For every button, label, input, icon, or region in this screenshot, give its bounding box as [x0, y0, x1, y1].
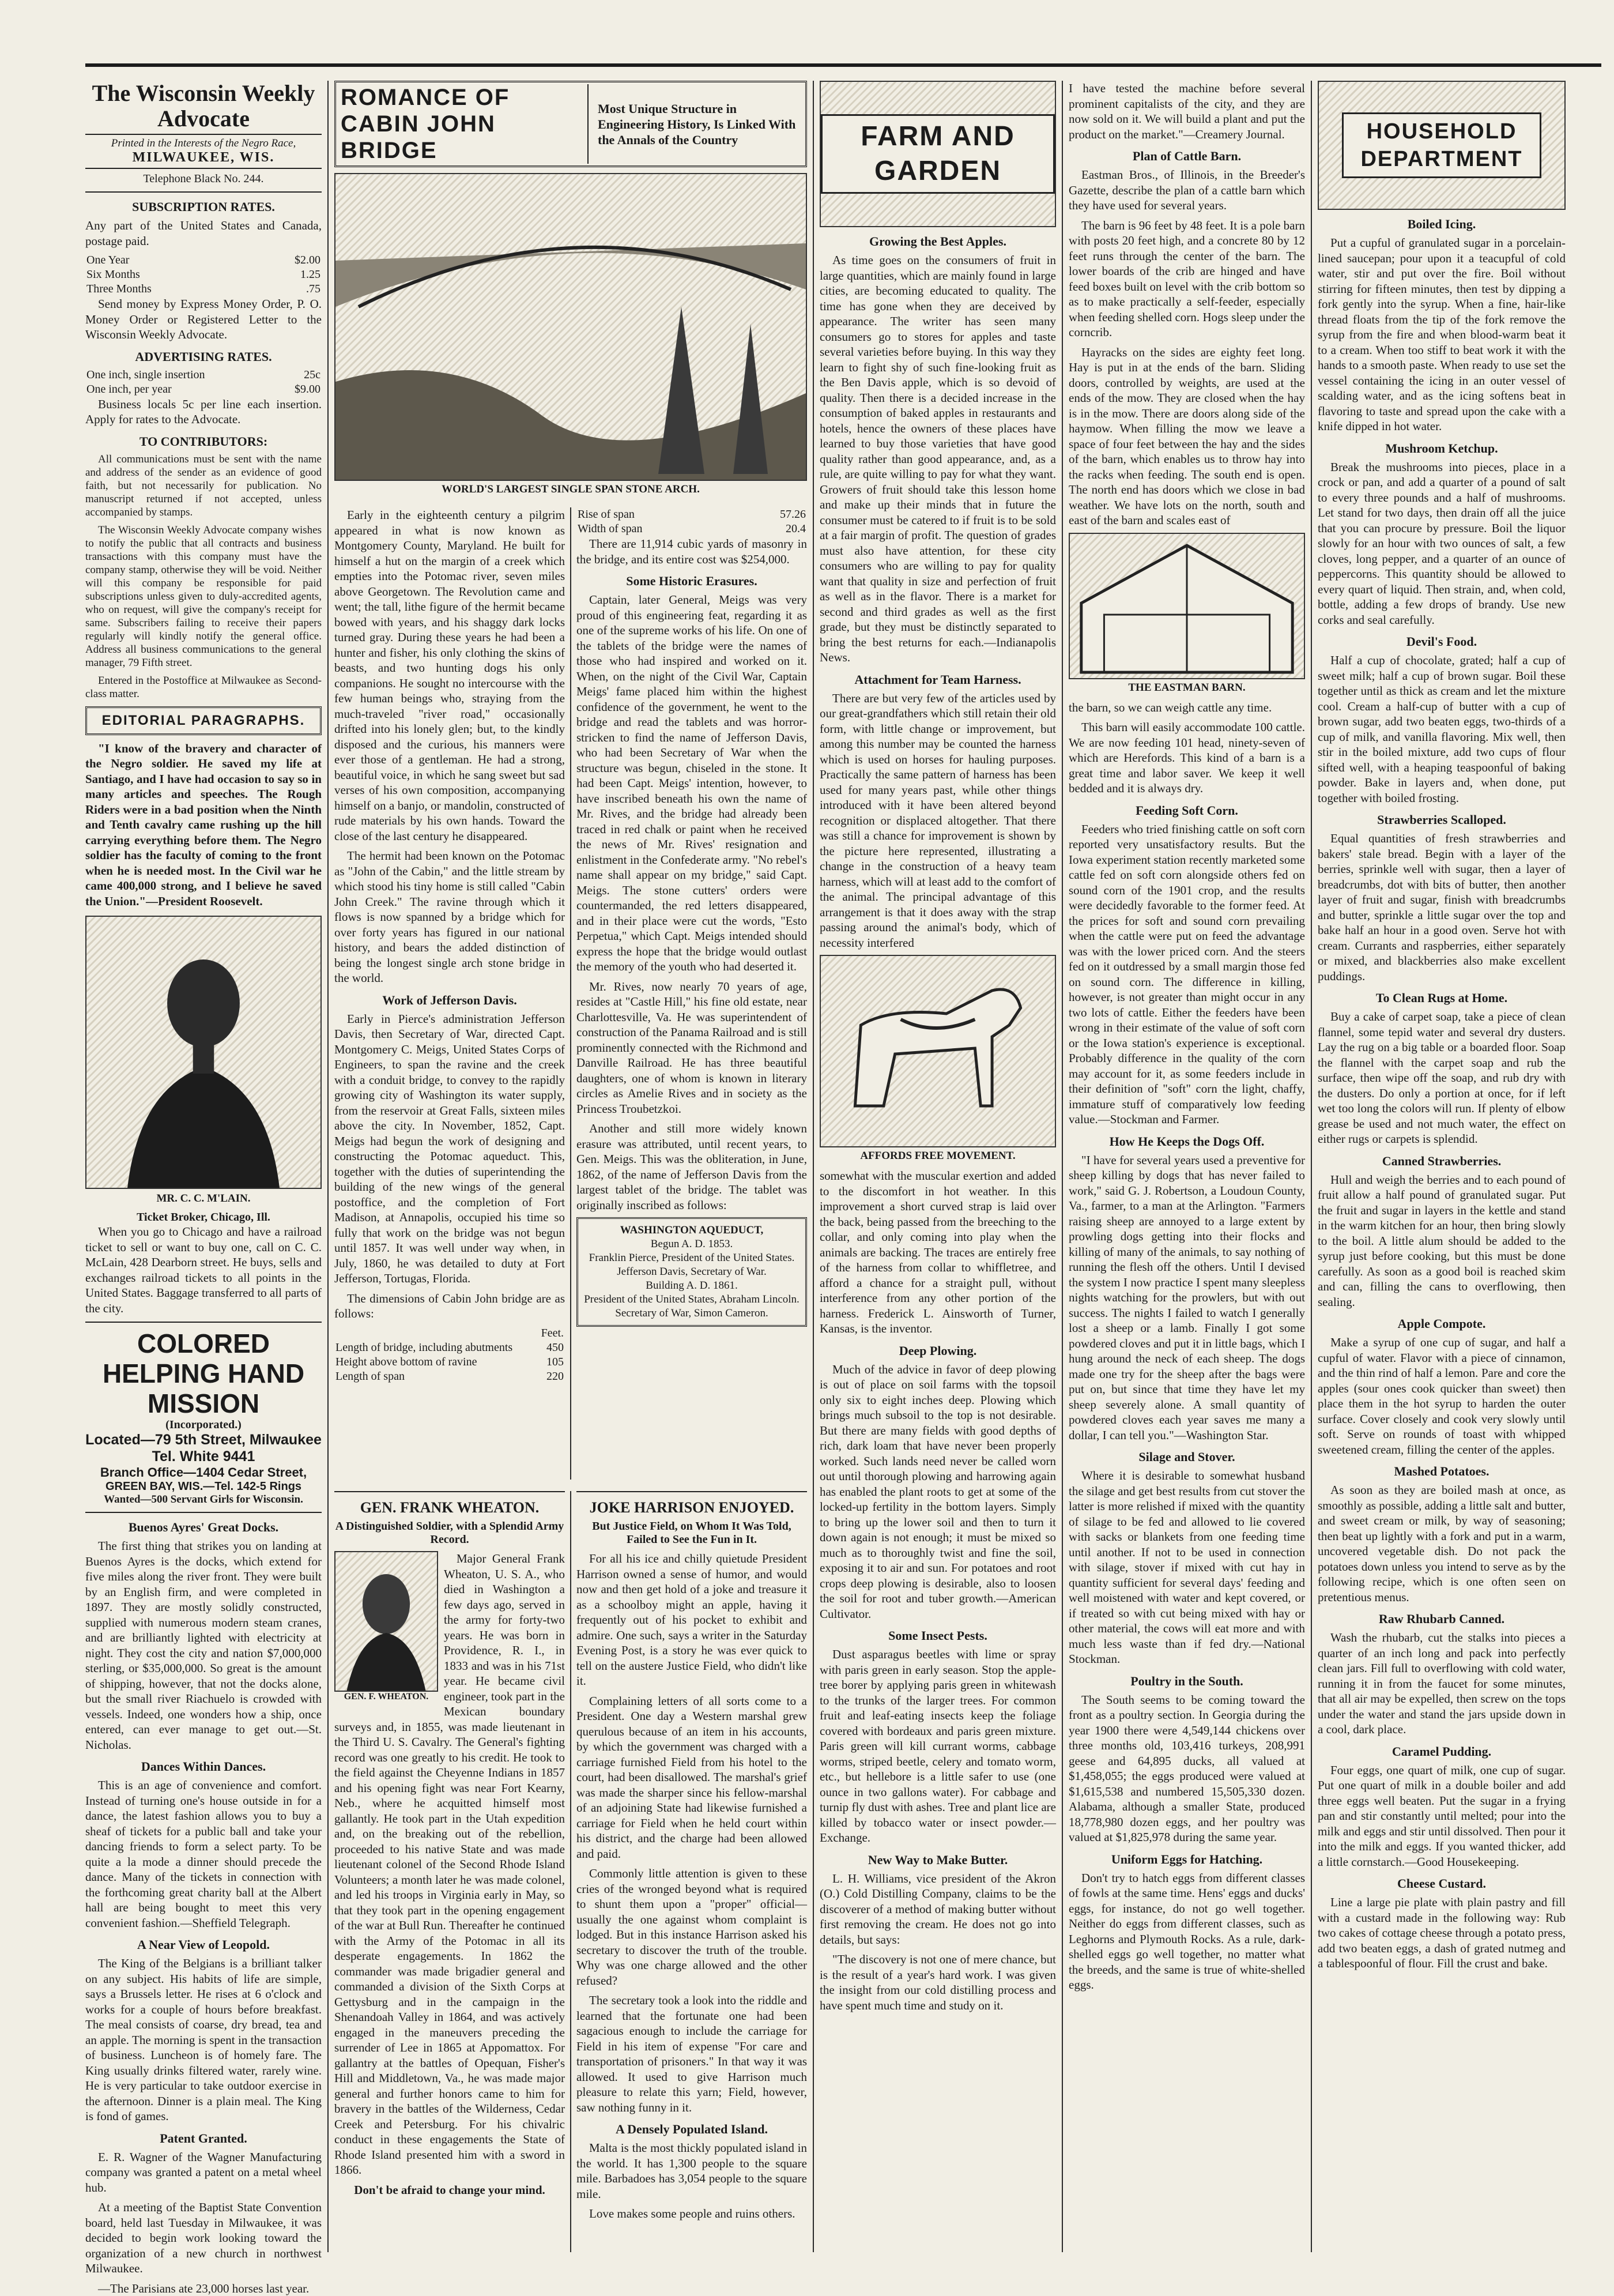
mission-telephone: Tel. White 9441 — [85, 1448, 322, 1465]
recipe-body: Line a large pie plate with plain pastry and fill with a custard made in the following way: Rub two cakes of cottage cheese through a potato press, add two beaten eggs, a dash of grated nutmeg and a tablespoonful of flour. Fill the crust and bake. — [1318, 1895, 1566, 1971]
dimension-label: Length of bridge, including abutments — [334, 1341, 537, 1355]
dimension-value: 20.4 — [739, 522, 807, 536]
divider — [576, 1491, 807, 1492]
cabin-header — [334, 81, 807, 167]
portrait-figure-icon — [86, 917, 320, 1188]
tablet-line: Franklin Pierce, President of the United States. — [583, 1251, 801, 1265]
column-rule — [570, 1491, 571, 2252]
tablet-line: Building A. D. 1861. — [583, 1279, 801, 1293]
col5-p8: Where it is desirable to somewhat husband the silage and get best results from cut stover the latter is more relished if mixed with the quantity of silage to be fed and allowed to lie covered with sacks or blankets from one feeding time until another. If not to be used in connection with silage, stover if mixed with cut hay in quantity sufficient for several days' feeding and well moistened with water and kept covered, or if treated so with cut being mixed with hay or other material, the cows will eat more and with much less waste than if fed dry.—National Stockman. — [1069, 1468, 1305, 1667]
recipe-body: Wash the rhubarb, cut the stalks into pieces a quarter of an inch long and pack into perfectly clean jars. Fill full to overflowing with cold water, running it in from the faucet for some minutes, that all air may be expelled, then screw on the tops under the water and stand the jars upside down in a cool, dark place. — [1318, 1630, 1566, 1737]
rate-label: One inch, per year — [85, 382, 277, 397]
harrison-article — [576, 1491, 807, 2252]
col5-p9: The South seems to be coming toward the front as a poultry section. In Georgia during the year 1900 there were 4,549,144 chickens over three months old, 103,416 turkeys, 208,991 geese and 64,895 ducks, all valued at $1,458,055; the eggs produced were valued at $1,615,538 and numbered 15,505,330 dozen. Alabama, although a smaller State, produced 18,778,980 dozen eggs, and her poultry was valued at $1,825,978 during the same year. — [1069, 1692, 1305, 1845]
col1-stories — [85, 1520, 322, 2296]
col5-p10: Don't try to hatch eggs from different classes of fowls at the same time. Hens' eggs and ducks' eggs, for instance, do not go well together. Neither do eggs from different classes, such as Leghorns and Plymouth Rocks. As a rule, dark-shelled eggs go well together, no matter what the breeds, and the same is true of white-shelled eggs. — [1069, 1870, 1305, 1993]
cabin-p7: Mr. Rives, now nearly 70 years of age, resides at "Castle Hill," his fine old estate, near Charlottesville, Va. He was superintendent of construction of the Panama Railroad and is still prominently connected with the Richmond and Danville Railroad. He has three beautiful daughters, one of whom is known in literary circles as Amelie Rives and in society as the Princess Troubetzkoi. — [576, 979, 807, 1117]
col5-subhead: How He Keeps the Dogs Off. — [1069, 1134, 1305, 1149]
barn-caption: THE EASTMAN BARN. — [1069, 682, 1305, 694]
story-heading: Dances Within Dances. — [85, 1759, 322, 1774]
household-items — [1318, 217, 1566, 1971]
contributors-body: All communications must be sent with the name and address of the sender as an evidence of good faith, but not necessarily for publication. No manuscript returned if not accepted, unless accompanied by stamps. — [85, 453, 322, 519]
harrison-p3: Commonly little attention is given to these cries of the wronged beyond what is required to shunt them upon a "proper" official—usually the one against whom complaint is lodged. But in this instance Harrison asked his secretary to discover the truth of the trouble. Why was one charge allowed and the other refused? — [576, 1866, 807, 1988]
mission-title: COLORED HELPING HAND MISSION — [85, 1328, 322, 1418]
recipe-body: Four eggs, one quart of milk, one cup of sugar. Put one quart of milk in a double boiler and add three eggs well beaten. Put the sugar in a frying pan and stir constantly until melted; pour into the milk and eggs and stir until dissolved. Then pour it into the milk and eggs. If you wanted thicker, add a little cornstarch.—Good Housekeeping. — [1318, 1763, 1566, 1870]
cabin-p4: The dimensions of Cabin John bridge are as follows: — [334, 1291, 565, 1322]
col5-p6: Feeders who tried finishing cattle on soft corn reported very unsatisfactory results. But the Iowa experiment station recently marketed some cattle fed on soft corn alongside others fed on sound corn of the 1901 crop, and the results were decidedly favorable to the former feed. At the prices for soft and sound corn prevailing when the cattle were put on feed the advantage was with the lower priced corn. And the steers fed on it outdressed by a small margin those fed on sound corn. The difference in killing, however, is not greater than might occur in any two lots of cattle. Either the feeders have been wrong in their estimate of the value of soft corn or the Iowa station's experience is exceptional. Probably difference in the quality of the corn may account for it, as some feeders include in their definition of "soft" corn the light, chaffy, immature stuff of comparatively low feeding value.—Stockman and Farmer. — [1069, 822, 1305, 1127]
harrison-title: JOKE HARRISON ENJOYED. — [576, 1499, 807, 1516]
column-rule — [327, 81, 329, 2252]
farm-subhead: Deep Plowing. — [820, 1343, 1056, 1358]
horse-harness-icon — [821, 956, 1055, 1146]
harrison-p2: Complaining letters of all sorts come to a President. One day a Western marshal grew querulous because of an item in his accounts, by which the government was charged with a carriage furnished Field from his hotel to the court, had been disallowed. The marshal's grief was made the sharper since his fellow-marshal of an adjoining State had likewise furnished a carriage for Field when he held court within his district, and the charge had been allowed and paid. — [576, 1693, 807, 1862]
recipe-heading: Mashed Potatoes. — [1318, 1464, 1566, 1479]
rate-label: One Year — [85, 253, 252, 268]
subscription-note: Send money by Express Money Order, P. O. Money Order or Registered Letter to the Wisconsin Weekly Advocate. — [85, 296, 322, 342]
recipe-heading: Raw Rhubarb Canned. — [1318, 1612, 1566, 1627]
table-row — [334, 1326, 565, 1341]
mission-branch-2: GREEN BAY, WIS.—Tel. 142-5 Rings — [85, 1480, 322, 1493]
mclain-subcaption: Ticket Broker, Chicago, Ill. — [85, 1211, 322, 1224]
dimension-value: 220 — [537, 1369, 565, 1384]
recipe-heading: Boiled Icing. — [1318, 217, 1566, 232]
wheaton-end: Don't be afraid to change your mind. — [334, 2182, 565, 2198]
story-body: E. R. Wagner of the Wagner Manufacturing company was granted a patent on a metal wheel hub. — [85, 2150, 322, 2196]
newspaper-page — [85, 63, 1601, 2252]
dimension-value: 450 — [537, 1341, 565, 1355]
mclain-caption: MR. C. C. M'LAIN. — [85, 1192, 322, 1205]
masthead-telephone: Telephone Black No. 244. — [85, 172, 322, 186]
harness-illustration — [820, 955, 1056, 1147]
farm-garden-title: FARM AND GARDEN — [821, 114, 1055, 194]
harness-caption: AFFORDS FREE MOVEMENT. — [820, 1150, 1056, 1162]
table-row — [85, 282, 322, 296]
tablet-line: WASHINGTON AQUEDUCT, — [583, 1224, 801, 1237]
table-row — [85, 368, 322, 382]
recipe-body: Half a cup of chocolate, grated; half a cup of sweet milk; half a cup of brown sugar. Boil these together until as thick as cream and let the mixture cool. Cream a half-cup of butter with a cup of brown sugar, add two beaten eggs, two-thirds of a cup of milk, and vanilla flavoring. Mix well, then stir in the boiled mixture, add two cups of flour sifted well, with a heaping teaspoonful of baking powder. Bake in layers and, when done, put together with boiled frosting. — [1318, 653, 1566, 806]
col5-p7: "I have for several years used a preventive for sheep killing by dogs that has never failed to work," said G. J. Robertson, a Loudoun County, Va., farmer, to a man at the Arlington. "Farmers raising sheep are annoyed to a large extent by prowling dogs getting into their flocks and killing of many of the animals, to say nothing of running the flesh off the others. Until I devised the system I now practice I spent many sleepless nights watching for the prowlers, but with out success. The nights I failed to watch I generally lost a sheep or a lamb. Finally I got some powdered cloves and put it in little bags, which I hung around the neck of each sheep. The dogs made one try for the sheep after the bags were put on, but since that time they have let my sheep severely alone. A small quantity of powdered cloves each year saves me many a dollar, I can tell you."—Washington Star. — [1069, 1153, 1305, 1443]
divider — [85, 191, 322, 193]
recipe-heading: Canned Strawberries. — [1318, 1154, 1566, 1169]
farm-subhead: Growing the Best Apples. — [820, 234, 1056, 249]
masthead-city: MILWAUKEE, WIS. — [85, 150, 322, 169]
wheaton-title: GEN. FRANK WHEATON. — [334, 1499, 565, 1516]
recipe-heading: Caramel Pudding. — [1318, 1744, 1566, 1759]
column-1 — [85, 81, 322, 2252]
story-body: This is an age of convenience and comfort. Instead of turning one's house outside in for a dance, the latest fashion allows you to buy a sheaf of tickets for a public ball and take your dancing friends to form a select party. To be quite a la mode a dinner should precede the dance. Many of the tickets in connection with the forthcoming great charity ball at the Albert hall are being bought to meet this very convenient fashion.—Sheffield Telegraph. — [85, 1778, 322, 1930]
tablet-inscription — [576, 1217, 807, 1327]
harrison-p1: For all his ice and chilly quietude President Harrison owned a sense of humor, and would now and then get hold of a joke and treasure it as a schoolboy might an apple, having it frequently out of his pocket to exhibit and admire. One such, says a writer in the Saturday Evening Post, is a story he was ever quick to tell on the austere Justice Field, who didn't like it. — [576, 1551, 807, 1689]
recipe-heading: Devil's Food. — [1318, 634, 1566, 649]
rate-value: .75 — [252, 282, 322, 296]
farm-p2: There are but very few of the articles used by our great-grandfathers which still retain their old form, with little change or improvement, but among this number may be counted the harness which is used on horses for hauling purposes. Practically the same pattern of harness has been used for many years past, while other things introduced with it have been altered beyond recognition or displaced altogether. That there was still a chance for improvement is shown by the picture here represented, illustrating a change in the construction of a heavy team harness, which will at least add to the comfort of the animal. The principal advantage of this arrangement is that it does away with the strap passing around the animal's body, which of necessity interfered — [820, 691, 1056, 951]
bridge-illustration — [334, 173, 807, 481]
farm-subhead: Some Insect Pests. — [820, 1628, 1056, 1643]
story-body: The first thing that strikes you on landing at Buenos Ayres is the docks, which extend for five miles along the river front. They were built by an English firm, and were completed in 1897. They are mostly solidly constructed, supplied with numerous modern steam cranes, and are brilliantly lighted with electricity at night. They cost the city and nation $7,000,000 sterling, or $35,000,000. So great is the amount of shipping, however, that not the docks alone, but the small river Riachuelo is crowded with vessels. Indeed, one wonders how a ship, once entered, can ever manage to get out.—St. Nicholas. — [85, 1538, 322, 1752]
col5-subhead: Feeding Soft Corn. — [1069, 803, 1305, 818]
harrison-p4: The secretary took a look into the riddle and learned that the fortunate one had been sagacious enough to include the carriage for Field in his item of expense "For care and transportation of prisoners." In that way it was allowed. It used to give Harrison much pleasure to relate this yarn; Field, however, saw nothing funny in it. — [576, 1993, 807, 2115]
recipe-body: Make a syrup of one cup of sugar, and half a cupful of water. Flavor with a piece of cinnamon, and the thin rind of half a lemon. Pare and core the apples (sour ones cook quicker than sweet) then place them in the hot syrup to harden the outer surface. Cover closely and cook very slowly until soft. Serve on rounds of toast with whipped sweetened cream, filling the center of the apples. — [1318, 1335, 1566, 1457]
cabin-subhead: Work of Jefferson Davis. — [334, 993, 565, 1008]
advertising-table — [85, 368, 322, 397]
editorial-heading-box — [85, 706, 322, 735]
col5-p4: the barn, so we can weigh cattle any time. — [1069, 700, 1305, 716]
stone-arch-bridge-icon — [335, 174, 806, 480]
mclain-portrait — [85, 916, 322, 1189]
dimension-value: 57.26 — [739, 507, 807, 522]
barn-icon — [1070, 534, 1304, 678]
cabin-col-b — [576, 507, 807, 1327]
bridge-dimensions-table — [334, 1326, 565, 1384]
recipe-body: As soon as they are boiled mash at once, as smoothly as possible, adding a little salt and butter, and sweet cream or milk, by way of seasoning; then beat up lightly with a fork and put in a warm, uncovered vegetable dish. Do not pack the potatoes down unless you intend to serve as by the following recipe, which is one often seen on pretentious menus. — [1318, 1482, 1566, 1605]
wheaton-deck: A Distinguished Soldier, with a Splendid Army Record. — [334, 1520, 565, 1546]
table-row — [334, 1369, 565, 1384]
household-heading — [1318, 81, 1566, 210]
table-row — [85, 382, 322, 397]
recipe-body: Hull and weigh the berries and to each pound of fruit allow a half pound of granulated sugar. Put the fruit and sugar in layers in the kettle and stand in the warm kitchen for an hour, then bring slowly to the boil. A little alum should be added to the syrup just before cooking, but this must be done carefully. As soon as a good boil is reached skim and can, filling the cans to overflowing, then sealing. — [1318, 1172, 1566, 1310]
cabin-p6: Captain, later General, Meigs was very proud of this engineering feat, regarding it as one of the supreme works of his life. On one of the tablets of the bridge were the names of those who had inspired and worked on it. When, on the night of the Civil War, Captain Meigs' fame placed him within the highest confidence of the government, he went to the bridge and read the tablets and was horror-stricken to find the name of Jefferson Davis, who had been Secretary of War when the structure was begun, chiseled in the stone. It had been Capt. Meigs' intention, however, to have inscribed beneath his own the name of Mr. Rives, and the bridge had already been traced in red chalk or paint when he received the news of Mr. Rives' resignation and enlistment in the Confederate army. "No rebel's name shall appear on my bridge," said Capt. Meigs. The stone cutters' orders were countermanded, the red letters disappeared, and in their place were cut the words, "Esto Perpetua," which Capt. Meigs intended should express the hope that the bridge would outlast the memory of the youth who had deserted it. — [576, 592, 807, 974]
divider — [85, 1322, 322, 1323]
contributors-body-2: The Wisconsin Weekly Advocate company wishes to notify the public that all contracts and business transactions with this company must have the company stamp, otherwise they will be void. Neither will this company be responsible for paid subscriptions unless given to duly-accredited agents, who on request, will give the company's receipt for same. Subscribers failing to receive their papers regularly will kindly notify the general office. Address all business communications to the general manager, 79 Fifth street. — [85, 524, 322, 669]
mission-ad — [85, 1328, 322, 1506]
farm-subhead: Attachment for Team Harness. — [820, 672, 1056, 687]
wheaton-portrait — [334, 1551, 438, 1692]
mission-location: Located—79 5th Street, Milwaukee — [85, 1432, 322, 1448]
recipe-heading: To Clean Rugs at Home. — [1318, 991, 1566, 1006]
table-row — [334, 1341, 565, 1355]
rate-value: 25c — [277, 368, 322, 382]
story-body: At a meeting of the Baptist State Convention board, held last Tuesday in Milwaukee, it was decided to begin work looking toward the organization of a new church in northwest Milwaukee. — [85, 2200, 322, 2276]
story-heading: Patent Granted. — [85, 2131, 322, 2146]
farm-p6: L. H. Williams, vice president of the Akron (O.) Cold Distilling Company, claims to be the discoverer of a method of making butter without first removing the cream. He does not go into details, but says: — [820, 1871, 1056, 1948]
mclain-body: When you go to Chicago and have a railroad ticket to sell or want to buy one, call on C. C. McLain, 428 Dearborn street. He buys, sells and exchanges railroad tickets to all points in the United States. Baggage transferred to all parts of the city. — [85, 1224, 322, 1316]
recipe-body: Put a cupful of granulated sugar in a porcelain-lined saucepan; pour upon it a teacupful of cold water, stir and put over the fire. Boil without stirring for fifteen minutes, then test by dipping a fork gently into the syrup. When a fine, hair-like thread floats from the tip of the fork remove the syrup from the fire and when blood-warm beat it to a cream. When too stiff to beat work it with the hands to a smooth paste. When ready to use set the vessel containing the icing in an outer vessel of scalding water, and as the icing softens beat in flavoring to taste and spread upon the cake with a knife dipped in hot water. — [1318, 235, 1566, 434]
column-rule — [813, 81, 814, 2252]
farm-garden-heading — [820, 81, 1056, 227]
tablet-line: Jefferson Davis, Secretary of War. — [583, 1265, 801, 1279]
farm-p1: As time goes on the consumers of fruit in large quantities, which are mainly found in large cities, are becoming educated to quality. The time has gone when they are deceived by appearance. The writer has seen many consumers go to stores for apples and taste several varieties before buying. In this way they learn to fight shy of such fine-looking fruit as the Ben Davis apple, which is so devoid of quality. Then there is a decided increase in the consumption of baked apples in restaurants and hotels, hence the owners of these places have learned to buy those varieties that have good quality rather than good appearance, and, as a rule, are quite willing to pay for what they want. Growers of fruit should take this lesson home and make up their minds that in future the consumer must be catered to if fruit is to be sold at a fair margin of profit. The question of grades must also have attention, for these city consumers who are willing to pay for quality want that quality in size and perfection of fruit as well as in the flavor. There is a market for second and third grades as well as the first grade, but they must be distinctly separated to bring the best returns for each.—Indianapolis News. — [820, 253, 1056, 665]
story-body: —The Parisians ate 23,000 horses last year. — [85, 2281, 322, 2296]
table-row — [334, 1355, 565, 1369]
editorial-heading: EDITORIAL PARAGRAPHS. — [92, 713, 315, 729]
subscription-table — [85, 253, 322, 296]
tablet-line: President of the United States, Abraham Lincoln. — [583, 1293, 801, 1307]
rate-label: Three Months — [85, 282, 252, 296]
harrison-p5: Malta is the most thickly populated island in the world. It has 1,300 people to the square mile. Barbadoes has 3,054 people to the square mile. — [576, 2140, 807, 2201]
rate-label: One inch, single insertion — [85, 368, 277, 382]
col5-p0: I have tested the machine before several prominent capitalists of the city, and they are now sold on it. We will build a plant and put the product on the market."—Creamery Journal. — [1069, 81, 1305, 142]
cabin-subhead-2: Some Historic Erasures. — [576, 574, 807, 589]
table-row — [576, 507, 807, 522]
subscription-intro: Any part of the United States and Canada, postage paid. — [85, 218, 322, 249]
wheaton-body: Major General Frank Wheaton, U. S. A., who died in Washington a few days ago, served in the army for forty-two years. He was born in Providence, R. I., in 1833 and was in his 71st year. He became civil engineer, took part in the Mexican boundary surveys and, in 1855, was made lieutenant in the Third U. S. Cavalry. The General's fighting record was one greatly to his credit. He took to the field against the Cheyenne Indians in 1857 and his opening fight was near Fort Kearny, Neb., where he acquitted himself most gallantly. He took part in the Utah expedition and, on the breaking out of the rebellion, proceeded to his native State and was made lieutenant colonel of the Second Rhode Island Volunteers; a month later he was made colonel, and led his troops in Virginia early in May, so that they took part in the opening engagement of the war at Bull Run. Thereafter he continued with the Army of the Potomac in all its desperate engagements. In 1862 the commander was made brigadier general and commanded a division of the Sixth Corps at Gettysburg and in the campaign in the Shenandoah Valley in 1864, and was actively engaged in the maneuvers preceding the surrender of Lee in 1865 at Appomattox. For gallantry at the battles of Opequan, Fisher's Hill and Middletown, Va., he was made major general and further honors came to him for bravery in the battles of the Wilderness, Cedar Creek and Petersburg. For his chivalric conduct in these engagements the State of Rhode Island presented him with a sword in 1866. — [334, 1551, 565, 2178]
farm-p4: Much of the advice in favor of deep plowing is out of place on soil farms with the topsoil only six to eight inches deep. Plowing which brings much subsoil to the top is not desirable. But there are many fields with good depths of rich, dark loam that have never been properly worked. Such lands need never be called worn out until thorough plowing and harrowing again has enabled the plant roots to get at some of the locked-up fertility in the bottom layers. Simply to bring up the lower soil and then to turn it down again is not enough; it must be mixed so much as to thoroughly twist and fine the soil, exposing it to air and sun. For potatoes and root crops deep plowing is desirable, also to loosen the soil for root and tuber growth.—American Cultivator. — [820, 1362, 1056, 1622]
recipe-heading: Cheese Custard. — [1318, 1876, 1566, 1891]
masthead-subtitle: Printed in the Interests of the Negro Race, — [85, 137, 322, 150]
harrison-end: Love makes some people and ruins others. — [576, 2206, 807, 2222]
dimension-label: Width of span — [576, 522, 739, 536]
cabin-p5: There are 11,914 cubic yards of masonry in the bridge, and its entire cost was $254,000. — [576, 536, 807, 567]
cabin-title: ROMANCE OF CABIN JOHN BRIDGE — [341, 84, 589, 164]
masthead-title: The Wisconsin Weekly Advocate — [85, 81, 322, 135]
dimension-label: Height above bottom of ravine — [334, 1355, 537, 1369]
col5-subhead: Silage and Stover. — [1069, 1450, 1305, 1465]
recipe-body: Buy a cake of carpet soap, take a piece of clean flannel, some tepid water and several dry dusters. Lay the rug on a big table or a boarded floor. Soap the flannel with the carpet soap and rub the surface, then wipe off the soap, and rub dry with the dusters. Do only a portion at once, for if left wet too long the colors will run. If plenty of elbow grease be used and not much water, the effect on either rugs or carpets is splendid. — [1318, 1009, 1566, 1147]
subscription-heading: SUBSCRIPTION RATES. — [85, 200, 322, 214]
mission-branch: Branch Office—1404 Cedar Street, — [85, 1465, 322, 1480]
wheaton-portrait-wrap — [334, 1551, 438, 1702]
cabin-tagline: Most Unique Structure in Engineering History, Is Linked With the Annals of the Country — [598, 101, 801, 148]
farm-p5: Dust asparagus beetles with lime or spray with paris green in early season. Stop the apple-tree borer by applying paris green in whitewash to the trunks of the larger trees. For common fruit and leaf-eating insects keep the foliage covered with bordeaux and paris green mixture. Paris green will kill currant worms, cabbage worms, striped beetle, celery and tomato worm, etc., but hellebore is a little safer to use (one ounce in two gallons water). For cabbage and turnip fly dust with ashes. Tree and plant lice are killed by tobacco water or insect powder.—Exchange. — [820, 1647, 1056, 1846]
rate-value: 1.25 — [252, 268, 322, 282]
wheaton-caption: GEN. F. WHEATON. — [334, 1692, 438, 1702]
recipe-heading: Strawberries Scalloped. — [1318, 812, 1566, 827]
farm-garden-column — [820, 81, 1056, 2252]
rate-value: $2.00 — [252, 253, 322, 268]
farm-p7: "The discovery is not one of mere chance, but is the result of a year's hard work. I was given the insight from our cold distilling process and have spent much time and study on it. — [820, 1952, 1056, 2013]
entered-note: Entered in the Postoffice at Milwaukee as Second-class matter. — [85, 674, 322, 701]
table-row — [85, 253, 322, 268]
cabin-john-article — [334, 81, 807, 1480]
divider — [85, 1512, 322, 1513]
mission-incorporated: (Incorporated.) — [85, 1418, 322, 1432]
wheaton-article — [334, 1491, 565, 2252]
barn-illustration — [1069, 533, 1305, 679]
farm-p3: somewhat with the muscular exertion and added to the discomfort in hot weather. In this improvement a short curved strap is laid over the back, being passed from the breeching to the collar, and only coming into play when the animals are backing. The traces are entirely free of the harness from collar to whiffletree, and afford a chance for a straight pull, without interference from any other portion of the harness. Frederick L. Ainsworth of Turner, Kansas, is the inventor. — [820, 1168, 1056, 1337]
rate-value: $9.00 — [277, 382, 322, 397]
farm-subhead: New Way to Make Butter. — [820, 1853, 1056, 1868]
rate-label: Six Months — [85, 268, 252, 282]
cabin-p8: Another and still more widely known erasure was attributed, until recent years, to Gen. Meigs. This was the obliteration, in June, 1862, of the name of Jefferson Davis from the largest tablet of the bridge. The tablet was originally inscribed as follows: — [576, 1121, 807, 1213]
household-column — [1318, 81, 1566, 2252]
bridge-dimensions-table-2 — [576, 507, 807, 536]
masthead — [85, 81, 322, 186]
cabin-p2: The hermit had been known on the Potomac as "John of the Cabin," and the little stream by which stood his tiny home is still called "Cabin John Creek." The ravine through which it flows is now spanned by a bridge which for over forty years has figured in our national history, and bears the added distinction of being the longest single arch stone bridge in the world. — [334, 848, 565, 986]
advertising-heading: ADVERTISING RATES. — [85, 349, 322, 364]
col5-p1: Eastman Bros., of Illinois, in the Breeder's Gazette, describe the plan of a cattle barn which they have used for several years. — [1069, 167, 1305, 213]
column-rule — [1062, 81, 1063, 2252]
column-5 — [1069, 81, 1305, 2252]
harrison-deck: But Justice Field, on Whom It Was Told, Failed to See the Fun in It. — [576, 1520, 807, 1546]
divider — [334, 1491, 565, 1492]
recipe-body: Equal quantities of fresh strawberries and bakers' stale bread. Begin with a layer of the berries, sprinkle well with sugar, then a layer of breadcrumbs, dot with bits of butter, then another layer of fruit and sugar, finish with breadcrumbs and butter, sprinkle a little sugar over the top and bake half an hour in a good oven. Serve hot with cream. Currants and raspberries, either separately or mixed, and blackberries also make excellent puddings. — [1318, 831, 1566, 984]
cabin-col-a — [334, 507, 565, 1384]
recipe-heading: Mushroom Ketchup. — [1318, 441, 1566, 456]
cabin-p3: Early in Pierce's administration Jefferson Davis, then Secretary of War, directed Capt. Montgomery C. Meigs, United States Corps of Engineers, to span the ravine and the creek with a conduit bridge, to convey to the rapidly growing city of Washington its water supply, from the reservoir at Great Falls, sixteen miles above the city. In November, 1852, Capt. Meigs had begun the work of designing and constructing the Potomac aqueduct. This, together with the duties of superintending the building of the new wings of the general postoffice, and the completion of Fort Madison, at Annapolis, occupied his time so fully that work on the bridge was not begun until 1857. It was well under way when, in July, 1860, he was detailed to duty at Fort Jefferson, Tortugas, Florida. — [334, 1011, 565, 1286]
bridge-caption: WORLD'S LARGEST SINGLE SPAN STONE ARCH. — [334, 483, 807, 496]
dimension-value: 105 — [537, 1355, 565, 1369]
col5-subhead: Plan of Cattle Barn. — [1069, 149, 1305, 164]
story-heading: A Near View of Leopold. — [85, 1937, 322, 1952]
tablet-line: Secretary of War, Simon Cameron. — [583, 1307, 801, 1320]
story-heading: Buenos Ayres' Great Docks. — [85, 1520, 322, 1535]
recipe-body: Break the mushrooms into pieces, place in a crock or pan, and add a quarter of a pound of salt to every three pounds and a half of mushrooms. Let stand for two days, then drain off all the juice that you can procure by pressure. Boil the liquor slowly for an hour with two ounces of salt, a few cloves, long pepper, and a quarter of an ounce of peppercorns. This quantity should be allowed to every quart of liquid. Then strain, and, when cold, bottle, adding a few drops of brandy. Use new corks and seal carefully. — [1318, 460, 1566, 628]
column-rule — [570, 507, 571, 1480]
dimension-label: Rise of span — [576, 507, 739, 522]
col5-subhead: Uniform Eggs for Hatching. — [1069, 1852, 1305, 1867]
advertising-note: Business locals 5c per line each insertion. Apply for rates to the Advocate. — [85, 397, 322, 427]
harrison-subhead: A Densely Populated Island. — [576, 2122, 807, 2137]
col5-p3: Hayracks on the sides are eighty feet long. Hay is put in at the ends of the barn. Sliding doors, controlled by weights, are used at the ends of the mow. They are closed when the hay is in the mow. There are doors along side of the haymow. When filling the mow we leave a space of four feet between the hay and the sides of the barn, which enables us to throw hay into the racks when feeding. The south end is open. The north end has doors which we close in bad weather. We have lots on the north, south and east of the barn and scales east of — [1069, 345, 1305, 528]
portrait-figure-icon — [335, 1552, 437, 1691]
story-body: The King of the Belgians is a brilliant talker on any subject. His habits of life are simple, says a Brussels letter. He rises at 6 o'clock and works for a couple of hours before breakfast. The meal consists of coarse, dry bread, tea and an apple. The morning is spent in the transaction of business. Luncheon is of homely fare. The King usually drinks filtered water, rarely wine. He is very particular to take outdoor exercise in the afternoon. Dinner is a plain meal. The King is fond of games. — [85, 1956, 322, 2124]
col5-p5: This barn will easily accommodate 100 cattle. We are now feeding 101 head, ninety-seven of which are Herefords. This kind of a barn is a great time and labor saver. We keep it well bedded and it is always dry. — [1069, 720, 1305, 796]
dimensions-unit: Feet. — [537, 1326, 565, 1341]
tablet-line: Begun A. D. 1853. — [583, 1237, 801, 1251]
editorial-quote: "I know of the bravery and character of the Negro soldier. He saved my life at Santiago, and I have had occasion to say so in many articles and speeches. The Rough Riders were in a bad position when the Ninth and Tenth cavalry came rushing up the hill carrying everything before them. The Negro soldier has the faculty of coming to the front when he is needed most. In the Civil war he came 400,000 strong, and I believe he saved the Union."—President Roosevelt. — [85, 741, 322, 909]
dimension-label: Length of span — [334, 1369, 537, 1384]
col5-p2: The barn is 96 feet by 48 feet. It is a pole barn with posts 20 feet high, and a concrete 80 by 12 feet runs through the center of the barn. The lower boards of the crib are hinged and have feed boxes built on level with the crib bottom so as to make practically a self-feeder, especially when feeding shelled corn. Hogs sleep under the corncrib. — [1069, 218, 1305, 340]
table-row — [576, 522, 807, 536]
recipe-heading: Apple Compote. — [1318, 1316, 1566, 1331]
col5-subhead: Poultry in the South. — [1069, 1674, 1305, 1689]
table-row — [85, 268, 322, 282]
household-title: HOUSEHOLD DEPARTMENT — [1342, 112, 1541, 178]
cabin-p1: Early in the eighteenth century a pilgrim appeared in what is now known as Montgomery County, Maryland. He built for himself a hut on the margin of a creek which empties into the Potomac river, seven miles above Georgetown. The Revolution came and went; the tall, lithe figure of the hermit became bowed with years, and his shaggy dark locks turned gray. During these years he had been a hunter and fisher, his only clothing the skins of beasts, and two hunting dogs his only companions. He sought no intercourse with the few human beings who, straying from the much-traveled "river road," occasionally drifted into his lonely glen; but, to the kindly disposed and the curious, his manners were ever those of a gentleman. He had a strong, beautiful voice, in which he sang sweet but sad verses of his own composition, accompanying himself on a banjo, or mandolin, constructed of rude materials by his own hands. Toward the close of the last century he disappeared. — [334, 507, 565, 844]
column-rule — [1311, 81, 1312, 2252]
mission-wanted: Wanted—500 Servant Girls for Wisconsin. — [85, 1493, 322, 1506]
contributors-heading: TO CONTRIBUTORS: — [85, 434, 322, 449]
